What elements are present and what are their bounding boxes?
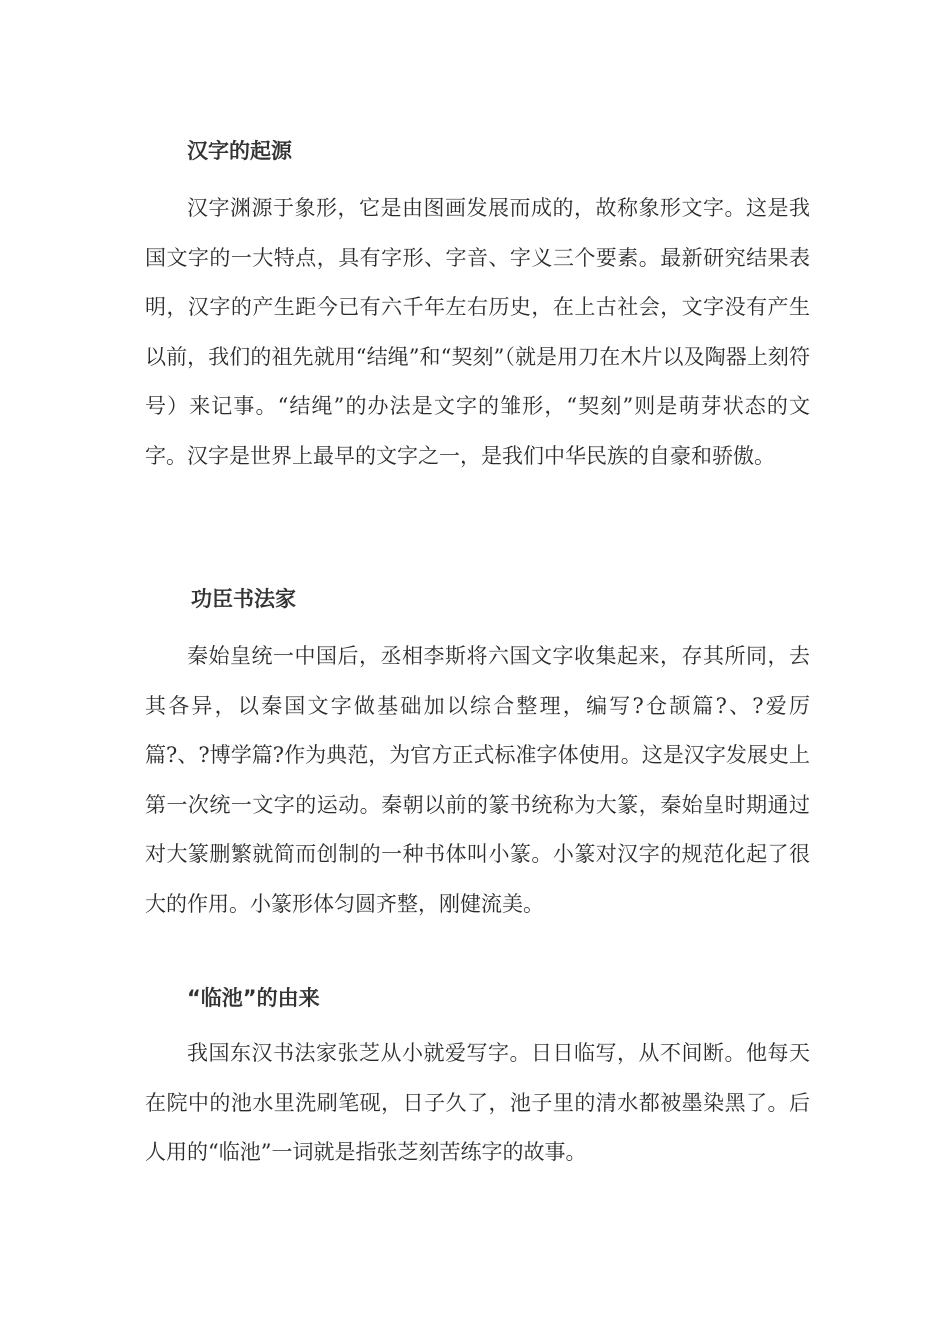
section-meritorious-calligrapher	[145, 584, 810, 929]
section-origin-of-chinese-characters	[145, 136, 810, 481]
section-title: 汉字的起源	[187, 139, 292, 163]
section-origin-of-linchi	[145, 983, 810, 1178]
section-body: 我国东汉书法家张芝从小就爱写字。日日临写，从不间断。他每天在院中的池水里洗刷笔砚，日子久了，池子里的清水都被墨染黑了。后人用的“临池”一词就是指张芝刻苦练字的故事。	[145, 1041, 810, 1164]
section-body: 秦始皇统一中国后，丞相李斯将六国文字收集起来，存其所同，去其各异，以秦国文字做基础加以综合整理，编写?仓颉篇?、?爱厉篇?、?博学篇?作为典范，为官方正式标准字体使用。这是汉字发展史上第一次统一文字的运动。秦朝以前的篆书统称为大篆，秦始皇时期通过对大篆删繁就简而创制的一种书体叫小篆。小篆对汉字的规范化起了很大的作用。小篆形体匀圆齐整，刚健流美。	[145, 644, 810, 916]
section-title: “临池”的由来	[187, 986, 320, 1010]
section-body: 汉字渊源于象形，它是由图画发展而成的，故称象形文字。这是我国文字的一大特点，具有字形、字音、字义三个要素。最新研究结果表明，汉字的产生距今已有六千年左右历史，在上古社会，文字没有产生以前，我们的祖先就用“结绳”和“契刻”（就是用刀在木片以及陶器上刻符号）来记事。“结绳”的办法是文字的雏形，“契刻”则是萌芽状态的文字。汉字是世界上最早的文字之一，是我们中华民族的自豪和骄傲。	[145, 196, 810, 468]
section-title: 功臣书法家	[191, 587, 296, 611]
